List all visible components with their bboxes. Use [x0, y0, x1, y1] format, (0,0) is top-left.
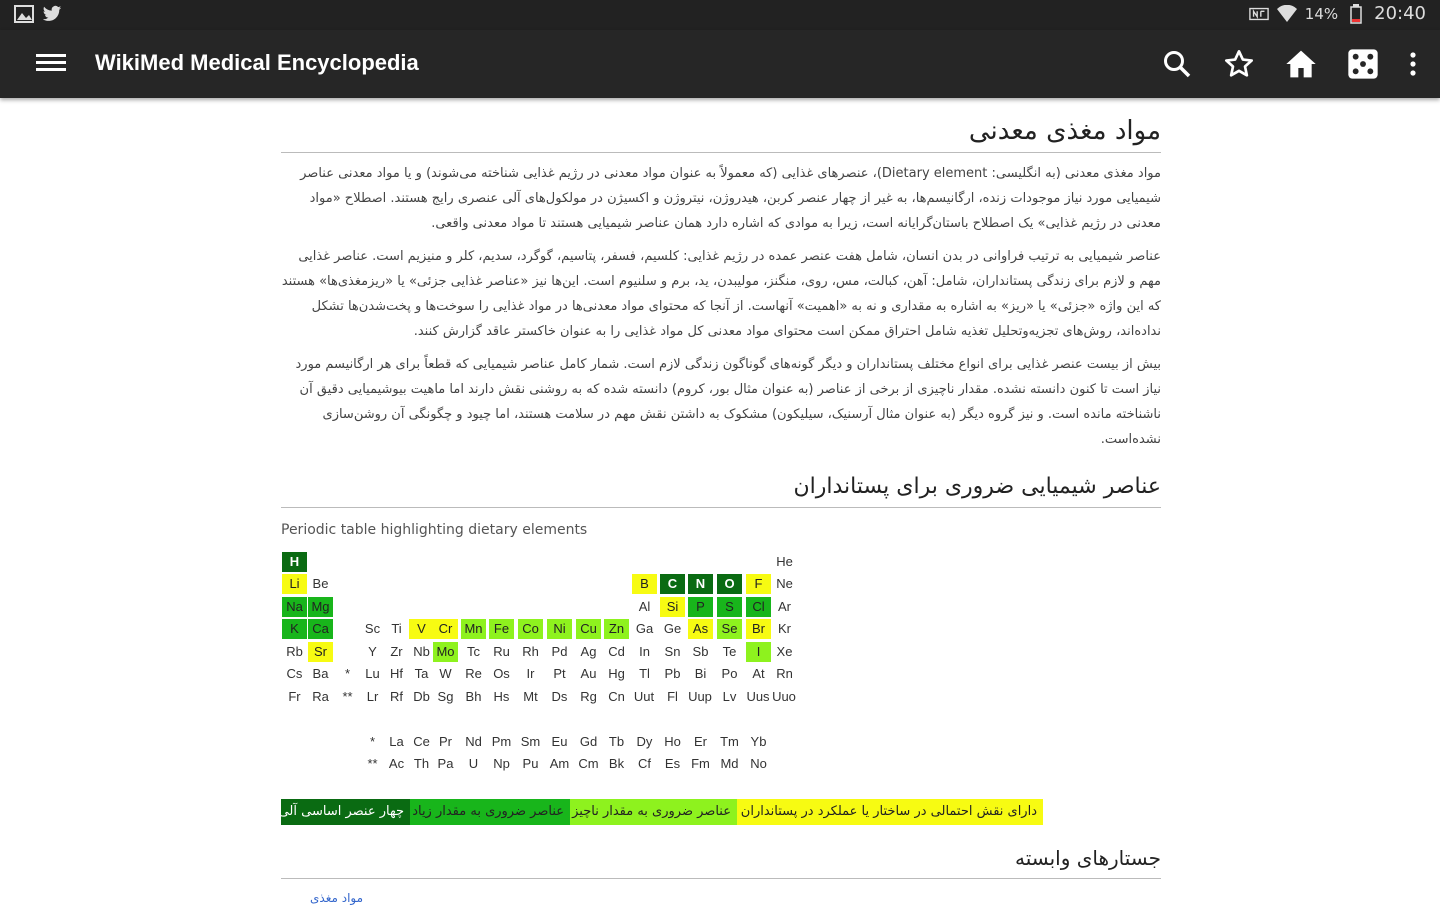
element-No: No — [750, 756, 767, 771]
nfc-icon — [1249, 4, 1269, 24]
element-Th: Th — [413, 756, 430, 771]
element-F: F — [746, 574, 771, 594]
element-Ca: Ca — [308, 619, 333, 639]
page-title: مواد مغذی معدنی — [281, 110, 1161, 153]
element-Tb: Tb — [608, 734, 625, 749]
element-starstar: ** — [367, 756, 378, 771]
element-Pd: Pd — [551, 644, 568, 659]
element-Pa: Pa — [437, 756, 454, 771]
element-Pr: Pr — [439, 734, 452, 749]
element-Sr: Sr — [308, 642, 333, 662]
element-Tl: Tl — [639, 666, 650, 681]
element-Cd: Cd — [608, 644, 625, 659]
element-star: * — [369, 734, 376, 749]
element-Ag: Ag — [580, 644, 597, 659]
gallery-icon — [14, 4, 34, 24]
element-Yb: Yb — [750, 734, 767, 749]
legend-macro: عناصر ضروری به مقدار زیاد — [410, 799, 570, 825]
element-Ir: Ir — [526, 666, 535, 681]
bookmark-button[interactable] — [1218, 44, 1260, 84]
element-La: La — [389, 734, 404, 749]
element-Cr: Cr — [433, 619, 458, 639]
element-Gd: Gd — [579, 734, 598, 749]
element-Zn: Zn — [604, 619, 629, 639]
element-Sg: Sg — [437, 689, 454, 704]
element-O: O — [717, 574, 742, 594]
clock: 20:40 — [1374, 3, 1426, 24]
app-bar — [0, 30, 1440, 98]
related-heading: جستارهای وابسته — [281, 842, 1161, 879]
element-Rf: Rf — [390, 689, 403, 704]
element-Re: Re — [465, 666, 482, 681]
dice-icon — [1347, 48, 1379, 80]
legend-possible: دارای نقش احتمالی در ساختار یا عملکرد در پستانداران — [737, 799, 1043, 825]
element-In: In — [639, 644, 650, 659]
menu-icon[interactable] — [36, 50, 66, 78]
element-Cs: Cs — [286, 666, 303, 681]
element-Y: Y — [368, 644, 377, 659]
periodic-table — [281, 552, 821, 782]
element-Br: Br — [746, 619, 771, 639]
element-He: He — [776, 554, 793, 569]
status-bar — [0, 0, 1440, 30]
legend-trace: عناصر ضروری به مقدار ناچیز — [570, 799, 737, 825]
element-Hg: Hg — [608, 666, 625, 681]
wifi-icon — [1277, 4, 1297, 24]
element-Lu: Lu — [365, 666, 380, 681]
element-Al: Al — [638, 599, 651, 614]
element-Kr: Kr — [778, 621, 791, 636]
element-Fm: Fm — [691, 756, 710, 771]
table-caption: Periodic table highlighting dietary elements — [281, 522, 588, 538]
element-I: I — [746, 642, 771, 662]
element-Rn: Rn — [776, 666, 793, 681]
element-Ta: Ta — [414, 666, 429, 681]
element-Zr: Zr — [390, 644, 403, 659]
star-icon — [1223, 48, 1255, 80]
element-Se: Se — [717, 619, 742, 639]
element-Mo: Mo — [433, 642, 458, 662]
battery-icon — [1346, 4, 1366, 24]
element-Na: Na — [282, 597, 307, 617]
element-Pm: Pm — [491, 734, 512, 749]
element-Mg: Mg — [308, 597, 333, 617]
element-Lv: Lv — [722, 689, 737, 704]
element-Np: Np — [493, 756, 510, 771]
element-Ba: Ba — [312, 666, 329, 681]
element-Li: Li — [282, 574, 307, 594]
element-Ru: Ru — [493, 644, 510, 659]
element-Db: Db — [413, 689, 430, 704]
search-button[interactable] — [1156, 44, 1198, 84]
element-Am: Am — [549, 756, 570, 771]
element-Ge: Ge — [663, 621, 682, 636]
element-Ne: Ne — [776, 576, 793, 591]
element-Au: Au — [580, 666, 597, 681]
element-Bh: Bh — [465, 689, 482, 704]
element-Rh: Rh — [522, 644, 539, 659]
element-Ar: Ar — [778, 599, 791, 614]
twitter-icon — [42, 4, 62, 24]
element-Pb: Pb — [664, 666, 681, 681]
search-icon — [1162, 49, 1192, 79]
element-Ce: Ce — [413, 734, 430, 749]
element-W: W — [439, 666, 452, 681]
element-starstar: ** — [342, 689, 353, 704]
element-Uuo: Uuo — [772, 689, 796, 704]
element-Uup: Uup — [688, 689, 712, 704]
element-Ac: Ac — [388, 756, 405, 771]
element-Lr: Lr — [366, 689, 379, 704]
legend-essential-organic: چهار عنصر اساسی آلی — [281, 799, 410, 825]
element-Tm: Tm — [720, 734, 739, 749]
element-Es: Es — [664, 756, 681, 771]
element-Ra: Ra — [312, 689, 329, 704]
element-Cf: Cf — [638, 756, 651, 771]
element-Pt: Pt — [553, 666, 566, 681]
element-Cl: Cl — [746, 597, 771, 617]
article-content — [281, 110, 1161, 782]
element-Tc: Tc — [467, 644, 480, 659]
element-Os: Os — [493, 666, 510, 681]
element-Uus: Uus — [746, 689, 770, 704]
home-button[interactable] — [1280, 44, 1322, 84]
overflow-icon — [1409, 51, 1417, 77]
intro-paragraph: مواد مغذی معدنی (به انگلیسی: Dietary element)، عنصرهای غذایی (که معمولاً به عنوان مواد معدنی در رژیم غذایی شناخته می‌شوند) و یا مواد معدنی عناصر شیمیایی مورد نیاز موجودات زنده، ارگانیسم‌ها، به غیر از چهار عنصر کربن، هیدروژن، نیتروژن و اکسیژن در مولکول‌های آلی عنصری رایج هستند. اصطلاح «مواد معدنی در رژیم غذایی» یک اصطلاح باستان‌گرایانه است، زیرا به موادی که اشاره دارد همان عناصر شیمیایی هستند تا مواد معدنی واقعی. — [300, 166, 1161, 231]
element-At: At — [752, 666, 765, 681]
element-C: C — [660, 574, 685, 594]
element-Cu: Cu — [576, 619, 601, 639]
element-Si: Si — [660, 597, 685, 617]
second-paragraph: عناصر شیمیایی به ترتیب فراوانی در بدن انسان، شامل هفت عنصر عمده در رژیم غذایی: کلسیم، فسفر، پتاسیم، گوگرد، سدیم، کلر و منیزیم است. عناصر غذایی مهم و لازم برای زندگی پستانداران، شامل: آهن، کبالت، مس، روی، منگنز، مولیبدن، ید، برم و سلنیوم است. این‌ها نیز «عناصر غذایی جزئی» یا «ریزمغذی‌ها» هستند که این واژه «جزئی» یا «ریز» به اشاره به مقداری و نه به «اهمیت» آنهاست. از آنجا که محتوای مواد معدنی‌ها در مواد غذایی را سوخت‌ها و پخت‌شدن‌ها تشکل نداده‌اند، روش‌های تجزیه‌وتحلیل تغذیه شامل احتراق ممکن است محتوای مواد معدنی کل مواد غذایی را به عنوان خاکستر عاقد گزارش کنند. — [281, 249, 1161, 339]
element-Bi: Bi — [694, 666, 707, 681]
element-Fr: Fr — [288, 689, 301, 704]
element-Ti: Ti — [391, 621, 402, 636]
random-article-button[interactable] — [1342, 44, 1384, 84]
element-N: N — [688, 574, 713, 594]
element-Bk: Bk — [608, 756, 625, 771]
element-Dy: Dy — [636, 734, 653, 749]
element-U: U — [468, 756, 479, 771]
element-Rb: Rb — [286, 644, 303, 659]
app-title: WikiMed Medical Encyclopedia — [95, 50, 419, 75]
element-Nd: Nd — [465, 734, 482, 749]
element-star: * — [344, 666, 351, 681]
element-Ds: Ds — [551, 689, 568, 704]
battery-percent: 14% — [1304, 4, 1339, 23]
element-Sc: Sc — [364, 621, 381, 636]
element-V: V — [409, 619, 434, 639]
element-Sb: Sb — [692, 644, 709, 659]
element-Ga: Ga — [635, 621, 654, 636]
element-Cm: Cm — [578, 756, 599, 771]
element-Te: Te — [722, 644, 737, 659]
periodic-table-legend — [278, 799, 1043, 825]
element-Hs: Hs — [493, 689, 510, 704]
element-Mt: Mt — [523, 689, 538, 704]
element-Po: Po — [721, 666, 738, 681]
element-Er: Er — [694, 734, 707, 749]
element-Ni: Ni — [547, 619, 572, 639]
element-Mn: Mn — [461, 619, 486, 639]
element-Fl: Fl — [667, 689, 678, 704]
element-Cn: Cn — [608, 689, 625, 704]
element-Sn: Sn — [664, 644, 681, 659]
element-B: B — [632, 574, 657, 594]
element-Pu: Pu — [522, 756, 539, 771]
third-paragraph: بیش از بیست عنصر غذایی برای انواع مختلف پستانداران و دیگر گونه‌های گوناگون زندگی لازم است. شمار کامل عناصر شیمیایی که قطعاً برای هر ارگانیسم مورد نیاز است تا کنون دانسته نشده. مقدار ناچیزی از برخی از عناصر (به عنوان مثال بور، کروم) دانسته شده که به روشنی نقش دارند اما ماهیت بیوشیمیایی دقیق آن ناشناخته مانده است. و نیز گروه دیگر (به عنوان مثال آرسنیک، سیلیکون) مشکوک به داشتن نقش مهم در سلامت هستند، اما چیود و چگونگی آن روشن‌سازی نشده‌است. — [295, 357, 1161, 447]
home-icon — [1285, 49, 1317, 79]
element-Xe: Xe — [776, 644, 793, 659]
element-Eu: Eu — [551, 734, 568, 749]
element-As: As — [688, 619, 713, 639]
element-S: S — [717, 597, 742, 617]
element-Md: Md — [720, 756, 739, 771]
element-Uut: Uut — [633, 689, 655, 704]
related-link[interactable]: مواد مغذی — [310, 891, 364, 905]
element-Rg: Rg — [580, 689, 597, 704]
element-Ho: Ho — [664, 734, 681, 749]
element-Hf: Hf — [390, 666, 403, 681]
element-Be: Be — [312, 576, 329, 591]
element-Fe: Fe — [489, 619, 514, 639]
overflow-menu-button[interactable] — [1404, 44, 1422, 84]
section-heading: عناصر شیمیایی ضروری برای پستانداران — [281, 470, 1161, 508]
element-Sm: Sm — [520, 734, 541, 749]
element-Nb: Nb — [413, 644, 430, 659]
element-H: H — [282, 552, 307, 572]
element-P: P — [688, 597, 713, 617]
element-Co: Co — [518, 619, 543, 639]
element-K: K — [282, 619, 307, 639]
